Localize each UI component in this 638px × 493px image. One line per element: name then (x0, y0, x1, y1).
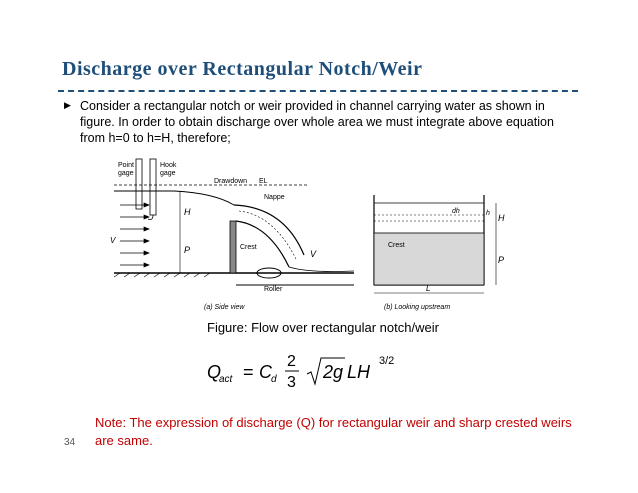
slide-title: Discharge over Rectangular Notch/Weir (62, 58, 423, 80)
formula-denominator: 3 (287, 374, 296, 390)
weir-plate (230, 221, 236, 273)
bullet-text: Consider a rectangular notch or weir provided in channel carrying water as shown in figure. In order to obtain discharge over whole area we must integrate above equation from h=0 to h=H, therefore; (80, 99, 554, 145)
label-p: P (184, 245, 191, 255)
discharge-formula (205, 350, 425, 390)
label-crest: Crest (240, 244, 257, 251)
formula-q: Q (207, 362, 222, 382)
label-el: EL (259, 178, 268, 185)
label-point-gage-2: gage (118, 170, 134, 177)
label-roller: Roller (264, 286, 283, 293)
side-view-caption: (a) Side view (204, 304, 245, 311)
title-divider (58, 90, 578, 92)
label-hook-gage-2: gage (160, 170, 176, 177)
label-v0: V (110, 236, 116, 245)
label-crest-upstream: Crest (388, 242, 405, 249)
label-hook-gage: Hook (160, 162, 177, 169)
formula-svg (205, 350, 425, 390)
side-view (110, 159, 354, 311)
formula-c: C (259, 362, 272, 382)
label-v: V (310, 249, 317, 259)
label-dh: dh (452, 208, 460, 215)
upstream-view (374, 195, 505, 311)
formula-exponent: 3/2 (379, 355, 395, 367)
label-point-gage: Point (118, 162, 134, 169)
page-number: 34 (64, 437, 76, 448)
label-drawdown: Drawdown (214, 178, 248, 185)
formula-radicand: 2g (323, 362, 344, 382)
label-h-upstream: H (498, 213, 505, 223)
label-p-upstream: P (498, 255, 505, 265)
label-h-small: h (486, 210, 490, 217)
label-l: L (426, 284, 431, 293)
label-h: H (184, 207, 191, 217)
formula-numerator: 2 (287, 353, 296, 370)
upstream-caption: (b) Looking upstream (384, 304, 451, 311)
note-text: Note: The expression of discharge (Q) for rectangular weir and sharp crested weirs are same. (95, 415, 572, 448)
weir-diagram (84, 155, 524, 319)
formula-lh: LH (347, 362, 371, 382)
label-nappe: Nappe (264, 194, 285, 201)
bullet-arrow-icon: ▶ (64, 100, 71, 110)
figure-caption: Figure: Flow over rectangular notch/weir (207, 320, 439, 335)
formula-q-sub: act (219, 374, 233, 385)
weir-figure (84, 155, 524, 319)
formula-equals: = (243, 362, 254, 382)
formula-c-sub: d (271, 374, 277, 385)
weir-crest (374, 233, 484, 285)
